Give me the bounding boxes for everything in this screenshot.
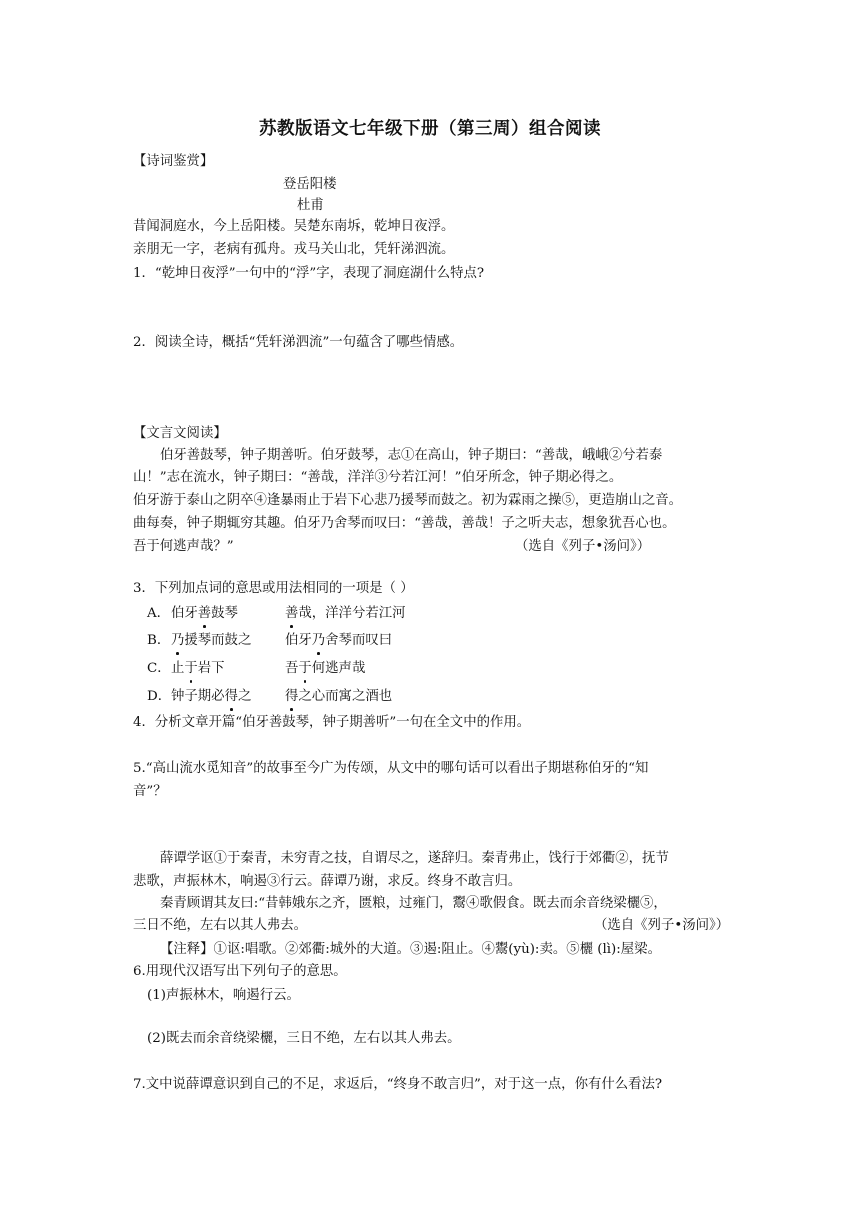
emphasis-dot-char: 得 (225, 687, 238, 707)
option-left-phrase: 乃援琴而鼓之 (171, 631, 251, 651)
option-left-phrase: 伯牙善鼓琴 (171, 604, 238, 624)
option-right-phrase: 伯牙乃舍琴而叹曰 (285, 631, 392, 651)
poem-line-1: 昔闻洞庭水，今上岳阳楼。吴楚东南坼，乾坤日夜浮。 (133, 219, 455, 234)
emphasis-dot-char: 得 (285, 687, 298, 707)
emphasis-dot-char: 于 (298, 659, 311, 679)
poem-line-2: 亲朋无一字，老病有孤舟。戎马关山北，凭轩涕泗流。 (133, 242, 455, 257)
question-6: 6.用现代汉语写出下列句子的意思。 (133, 964, 347, 979)
emphasis-dot-char: 于 (184, 659, 197, 679)
passage2-line-1: 薛谭学讴①于秦青，未穷青之技，自谓尽之，遂辞归。秦青弗止，饯行于郊衢②，抚节 (160, 851, 669, 866)
annotation-note: 【注释】①讴:唱歌。②郊衢:城外的大道。③遏:阻止。④鬻(yù):卖。⑤欐 (lì):屋梁。 (160, 942, 661, 957)
question-5-line-1: 5.“高山流水觅知音”的故事至今广为传颂，从文中的哪句话可以看出子期堪称伯牙的“知 (133, 761, 649, 776)
option-left-phrase: 止于岩下 (171, 659, 225, 679)
poem-title: 登岳阳楼 (283, 177, 337, 192)
passage2-source: （选自《列子•汤问》） (594, 918, 730, 933)
question-5-line-2: 音”？ (133, 784, 167, 799)
option-label: D． (147, 689, 172, 704)
question-1: 1．“乾坤日夜浮”一句中的“浮”字，表现了洞庭湖什么特点? (133, 266, 485, 281)
question-2: 2．阅读全诗，概括“凭轩涕泗流”一句蕴含了哪些情感。 (133, 335, 464, 350)
option-right-phrase: 吾于何逃声哉 (285, 659, 365, 679)
classical-section-heading: 【文言文阅读】 (133, 426, 227, 441)
passage2-line-4: 三日不绝，左右以其人弗去。 (133, 918, 308, 933)
poem-section-heading: 【诗词鉴赏】 (133, 154, 214, 169)
poem-author: 杜甫 (297, 198, 324, 213)
passage1-source: （选自《列子•汤问》） (515, 539, 651, 554)
passage1-line-1: 伯牙善鼓琴，钟子期善听。伯牙鼓琴，志①在高山，钟子期曰：“善哉，峨峨②兮若泰 (160, 448, 663, 463)
question-6-item-2: (2)既去而余音绕梁欐，三日不绝，左右以其人弗去。 (147, 1031, 461, 1046)
question-3: 3．下列加点词的意思或用法相同的一项是（ ） (133, 581, 414, 596)
emphasis-dot-char: 善 (285, 604, 298, 624)
emphasis-dot-char: 乃 (312, 631, 325, 651)
page-title: 苏教版语文七年级下册（第三周）组合阅读 (259, 119, 601, 139)
option-label: A． (147, 606, 171, 621)
question-6-item-1: (1)声振林木，响遏行云。 (147, 988, 300, 1003)
passage1-line-5: 吾于何逃声哉？” (133, 539, 234, 554)
option-right-phrase: 得之心而寓之酒也 (285, 687, 392, 707)
option-label: B． (147, 633, 171, 648)
option-right-phrase: 善哉，洋洋兮若江河 (285, 604, 406, 624)
passage2-line-2: 悲歌，声振林木，响遏③行云。薛谭乃谢，求反。终身不敢言归。 (133, 874, 522, 889)
option-label: C． (147, 661, 171, 676)
emphasis-dot-char: 乃 (171, 631, 184, 651)
emphasis-dot-char: 善 (198, 604, 211, 624)
passage1-line-3: 伯牙游于泰山之阴卒④逢暴雨止于岩下心悲乃援琴而鼓之。初为霖雨之操⑤，更造崩山之音。 (133, 493, 683, 508)
passage1-line-2: 山！”志在流水，钟子期曰：“善哉，洋洋③兮若江河！”伯牙所念，钟子期必得之。 (133, 470, 623, 485)
question-4: 4．分析文章开篇“伯牙善鼓琴，钟子期善听”一句在全文中的作用。 (133, 715, 531, 730)
passage1-line-4: 曲每奏，钟子期辄穷其趣。伯牙乃舍琴而叹曰：“善哉，善哉！子之听夫志，想象犹吾心也。 (133, 516, 676, 531)
question-7: 7.文中说薛谭意识到自己的不足，求返后，“终身不敢言归”，对于这一点，你有什么看法? (133, 1077, 663, 1092)
passage2-line-3: 秦青顾谓其友曰:“昔韩娥东之齐，匮粮，过雍门，鬻④歌假食。既去而余音绕梁欐⑤， (160, 896, 667, 911)
option-left-phrase: 钟子期必得之 (171, 687, 251, 707)
